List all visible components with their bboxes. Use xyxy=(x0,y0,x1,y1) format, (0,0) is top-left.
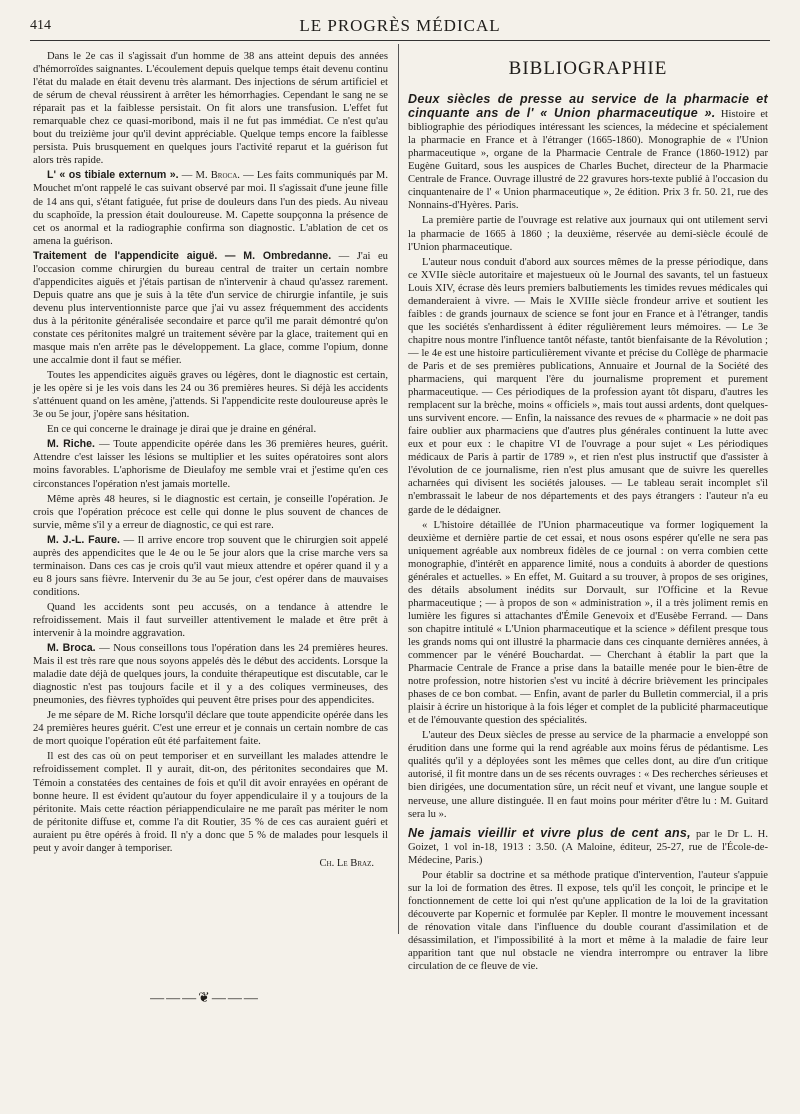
section-riche xyxy=(33,438,388,490)
section-text: — J'ai eu l'occasion comme chirurgien du bureau central de traiter un certain nombre d'appendicites aiguës et j'étais partisan de n'intervenir à chaud qu'assez rarement. Depuis quatre ans que je suis à la tête d'un service de chirurgie infantile, je suis devenu plus interventionniste parce que j'ai vu assez fréquemment des accidents dus à la péritonite généralisée secondaire et parce qu'il me parait démontré qu'on constate ces péritonites malgré un traitement sévère par la glace, traitement qui en masque mais n'en arrête pas le développement. La glace, comme l'opium, donne une accalmie dont il faut se méfier. xyxy=(33,250,388,367)
entry-title: Ne jamais vieillir et vivre plus de cent ans, xyxy=(408,825,691,840)
column-divider xyxy=(398,44,399,934)
paragraph: L'auteur nous conduit d'abord aux sources mêmes de la presse périodique, dans ce XVIIe siècle autoritaire et majestueux où le Journal des savants, tel un fastueux Louis XIV, écrase dès leurs premiers balbutiements les timides revues médicales qui demanderaient à vivre. — Mais le XVIIIe siècle frondeur arrive et soutient les faibles : de grands journaux de science se font jour en France et à l'étranger, tandis que les sociétés s'enhardissent à éditer régulièrement leurs mémoires. — Le 3e chapitre nous montre l'influence tantôt néfaste, tantôt bienfaisante de la Révolution ; — le 4e est une histoire particulièrement vivante et précise du Collège de pharmacie de Paris et de ses premières publications, Annuaire et Journal de la Société des pharmaciens, qui marquent l'ère du journalisme proprement et purement pharmaceutique. — Ces périodiques de la profession ayant tôt disparu, d'autres les remplacent sur la brèche, moins « officiels », mais tout aussi ardents, dont quelques-uns survivent encore. — Enfin, la naissance des revues de « pharmacie » ne doit pas faire oublier aux pharmaciens que d'autres plus générales continuent la lutte avec eux et pour eux : le chapitre VI de l'ouvrage a pour sujet « Les périodiques médicaux de Paris à partir de 1789 », et rien n'est plus instructif que d'assister à l'évolution de ce journalisme, rien n'est plus amusant que de suivre les querelles acharnées qui divisent les sociétés jalouses. — Le tableau serait incomplet s'il n'embrassait le labeur de nos départements et des pays étrangers : l'auteur n'a eu garde de le dédaigner. xyxy=(408,256,768,516)
ornament-divider: ———❦——— xyxy=(150,991,260,1006)
entry-text: par le Dr L. H. Goizet, 1 vol in-18, 1913 : 3.50. (A Maloine, éditeur, 25-27, rue de l'École-de-Médecine, Paris.) xyxy=(408,828,768,866)
section-broca xyxy=(33,642,388,707)
section-text: — Nous conseillons tous l'opération dans les 24 premières heures. Mais il est très rare que nous soyons appelés dès le début des accidents. Lorsque la maladie date déjà de quelques jours, la conduite thérapeutique est discutable, car le diagnostic n'est pas toujours facile et il y a des coliques vermineuses, des pneumonies, des fièvres typhoïdes qui peuvent être prises pour des appendicites. xyxy=(33,643,388,707)
paragraph: Je me sépare de M. Riche lorsqu'il déclare que toute appendicite opérée dans les 24 premières heures guérit. C'est une erreur et je connais un certain nombre de cas de mort quoique l'opération eût été parfaitement faite. xyxy=(33,710,388,748)
paragraph: Quand les accidents sont peu accusés, on a tendance à attendre le refroidissement. Mais il faut surveiller attentivement le malade et être prêt à intervenir à la moindre aggravation. xyxy=(33,601,388,640)
section-author: — M. Broca. xyxy=(181,170,240,182)
header-rule xyxy=(30,40,770,41)
section-author: M. J.-L. Faure. xyxy=(47,533,120,546)
section-faure xyxy=(33,534,388,599)
section-heading: L' « os tibiale externum ». xyxy=(47,169,179,182)
paragraph: Il est des cas où on peut temporiser et en surveillant les malades attendre le refroidissement complet. Il y aurait, dit-on, des péritonites secondaires que M. Témoin a constatées des centaines de fois et qu'il dit avoir enrayées en opérant de bonne heure. Il est évident qu'autour du foyer appendiculaire il y a toujours de la péritonite. Mais cette réaction périappendiculaire ne me paraît pas mériter le nom de péritonite diffuse et, comme l'a dit Routier, 35 % de ces cas auraient guéri et auraient pu être opérés à froid. Il n'y a donc que 5 % de malades pour lesquels il peut y avoir danger à temporiser. xyxy=(33,751,388,854)
page-number: 414 xyxy=(30,18,51,33)
section-heading: Traitement de l'appendicite aiguë. xyxy=(33,249,218,262)
paragraph: L'auteur des Deux siècles de presse au service de la pharmacie a enveloppé son érudition dans une forme qui la rend agréable aux moins férus de pédantisme. Les qualités qu'il y a déployées sont les mêmes que celles dont, au dire d'un critique autorisé, il fit montre dans un de ses récents ouvrages : « Des recherches sérieuses et bien dirigées, une documentation sûre, un récit neuf et vivant, une langue souple et nerveuse, une allure distinguée. Il en faut moins pour mériter d'être lu : M. Guitard sera lu ». xyxy=(408,730,768,820)
paragraph: « L'histoire détaillée de l'Union pharmaceutique va former logiquement la deuxième et dernière partie de cet essai, et nous osons espérer qu'elle ne sera pas uniquement agréable aux nombreux fidèles de ce journal : on verra combien cette monographie, d'intérêt en apparence limité, nous a conduits à aborder de questions générales et actuelles. » En effet, M. Guitard a su trouver, à propos de ses origines, des détails absolument inédits sur Dorvault, sur l'Officine et la Revue pharmaceutique ; — à propos de son « administration », il a très joliment remis en lumière les figures si attachantes d'Émile Genevoix et d'Eusèbe Ferrand. — Dans son chapitre intitulé « L'Union pharmaceutique et la science » défilent presque tous les grands noms qui ont illustré la pharmacie dans ces cinquante dernières années, à commencer par le vénéré Bouchardat. — Cherchant à établir la part que la Pharmacie Centrale de France a prise dans la bataille menée pour le bien-être de notre profession, notre historien s'est vu incité à décrire brièvement les principales phases de ce bon combat. — Enfin, avant de parler du Bulletin commercial, il a pris plaisir à écrire un historique à la fois léger et complet de la publicité pharmaceutique et de l'émouvante question des spécialités. xyxy=(408,519,768,727)
signature: Ch. Le Braz. xyxy=(319,857,374,869)
section-appendicite xyxy=(33,250,388,367)
paragraph: La première partie de l'ouvrage est relative aux journaux qui ont utilement servi la pharmacie de 1665 à 1860 ; la deuxième, réservée au demi-siècle écoulé de l'Union pharmaceutique. xyxy=(408,215,768,253)
section-title: BIBLIOGRAPHIE xyxy=(508,58,668,79)
journal-title: LE PROGRÈS MÉDICAL xyxy=(299,16,501,35)
page-header xyxy=(30,14,770,38)
bibliography-entry xyxy=(408,93,768,212)
right-column xyxy=(408,50,768,975)
section-os-tibiale xyxy=(33,169,388,247)
paragraph: Dans le 2e cas il s'agissait d'un homme de 38 ans atteint depuis des années d'hémorroïdes saignantes. L'écoulement depuis quelque temps était devenu continu l'état du malade en était devenu très alarmant. Des injections de sérum artificiel et de sérum de cheval réussirent à arrêter les hémorrhagies. Cependant le sang ne se réparait pas et la faiblesse persistait. On fit alors une transfusion. L'effet fut remarquable chez ce quasi-moribond, mais il ne fut pas immédiat. Ce n'est qu'au bout du treizième jour qu'il devint appréciable. Quelque temps encore la faiblesse persista. Puis brusquement en quelques jours l'activité reparut et la guérison fut alors très rapide. xyxy=(33,51,388,167)
section-text: — Toute appendicite opérée dans les 36 premières heures, guérit. Attendre c'est laisser les lésions se multiplier et les suites opératoires sont alors moins favorables. L'aphorisme de Dieulafoy me semble vrai et j'estime qu'en ces circonstances l'opération n'est jamais mortelle. xyxy=(33,439,388,490)
section-author: — M. Ombredanne. xyxy=(224,249,332,262)
section-text: — Il arrive encore trop souvent que le chirurgien soit appelé auprès des appendicites que le 4e ou le 5e jour alors que la crise marche vers sa terminaison. Dans ces cas je crois qu'il vaut mieux attendre et opérer quand il y a eu 8 jours sans fièvre. Intervenir du 3e au 5e jour, c'est opérer dans de mauvaises conditions. xyxy=(33,534,388,598)
paragraph: En ce qui concerne le drainage je dirai que je draine en général. xyxy=(47,424,317,436)
entry-title: Deux siècles de presse au service de la pharmacie et cinquante ans de l' « Union pharmaceutique ». xyxy=(408,92,768,121)
entry-text: Histoire et bibliographie des périodiques intéressant les sciences, la médecine et spécialement la pharmacie en France et à l'étranger (1665-1860). Monographie de « l'Union pharmaceutique », organe de la Pharmacie Centrale de France (1860-1912) par Eugène Guitard, sous les auspices de Charles Buchet, directeur de la Pharmacie Centrale de France. Ouvrage illustré de 22 gravures hors-texte publié à l'occasion du cinquantenaire de l' « Union pharmaceutique », 2e édition. Prix 3 fr. 50. 21, rue des Nonnains-d'Hyères. Paris. xyxy=(408,109,768,212)
bibliography-entry xyxy=(408,827,768,867)
section-text: — Les faits communiqués par M. Mouchet m'ont rappelé le cas suivant observé par moi. Il s'agissait d'une jeune fille de 14 ans qui, s'étant fatiguée, fut prise de douleurs dans l'un des pieds. Au niveau du scaphoïde, la pression était douloureuse. M. Capette soupçonna la présence de cet os anormal et la radiographie confirma son diagnostic. L'ablation de cet os amena la guérison. xyxy=(33,170,388,247)
paragraph: Toutes les appendicites aiguës graves ou légères, dont le diagnostic est certain, je les opère si je les vois dans les 24 ou 36 premières heures. Si déjà les accidents s'atténuent quand on les amène, j'attends. Si l'appendicite reste douloureuse après le 3e ou 5e jour, j'opère sans hésitation. xyxy=(33,370,388,421)
section-author: M. Broca. xyxy=(47,642,96,655)
left-column xyxy=(33,50,388,870)
paragraph: Même après 48 heures, si le diagnostic est certain, je conseille l'opération. Je crois que l'opération précoce est celle qui donne le plus souvent de chances de survie, même s'il y a erreur de diagnostic, ce qui est rare. xyxy=(33,493,388,531)
paragraph: Pour établir sa doctrine et sa méthode pratique d'intervention, l'auteur s'appuie sur la loi de formation des êtres. Il expose, tels qu'il les conçoit, le principe et le fonctionnement de cette loi qui n'est qu'une application de la loi de la gravitation découverte par Kopernic et formulée par Kepler. Il montre le mouvement incessant de rénovation vitale dans l'influence du double courant d'assimilation et de désassimilation, et l'impossibilité à la mort et même à la maladie de faire leur apparition tant que nul obstacle ne viendra interrompre ou entraver la libre circulation de ce fleuve de vie. xyxy=(408,869,768,973)
section-author: M. Riche. xyxy=(47,438,95,451)
